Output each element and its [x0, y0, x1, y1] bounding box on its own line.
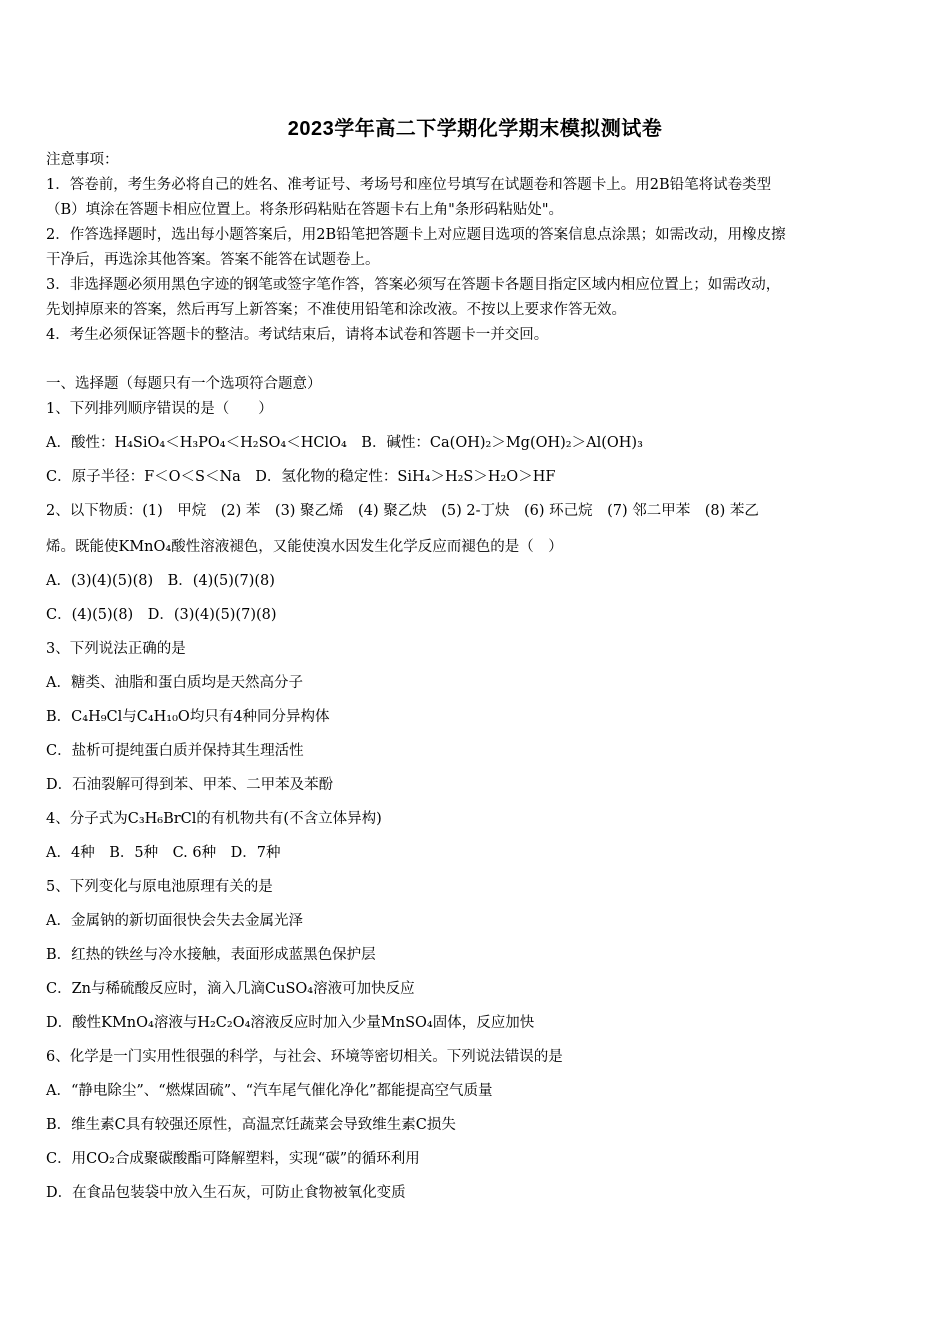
notice-line: 4．考生必须保证答题卡的整洁。考试结束后，请将本试卷和答题卡一并交回。 [46, 327, 549, 343]
question-6-option-a: A．“静电除尘”、“燃煤固硫”、“汽车尾气催化净化”都能提高空气质量 [46, 1083, 493, 1099]
question-5-option-c: C．Zn与稀硫酸反应时，滴入几滴CuSO₄溶液可加快反应 [46, 981, 415, 997]
question-6-stem: 6、化学是一门实用性很强的科学，与社会、环境等密切相关。下列说法错误的是 [46, 1049, 563, 1065]
question-2-options-cd: C．(4)(5)(8) D．(3)(4)(5)(7)(8) [46, 607, 277, 623]
question-3-option-a: A．糖类、油脂和蛋白质均是天然高分子 [46, 675, 303, 691]
question-2-stem-cont: 烯。既能使KMnO₄酸性溶液褪色，又能使溴水因发生化学反应而褪色的是（ ） [46, 539, 563, 555]
question-3-stem: 3、下列说法正确的是 [46, 641, 186, 657]
question-1-options-cd: C．原子半径：F＜O＜S＜Na D．氢化物的稳定性：SiH₄＞H₂S＞H₂O＞HF [46, 469, 556, 485]
question-6-option-b: B．维生素C具有较强还原性，高温烹饪蔬菜会导致维生素C损失 [46, 1117, 456, 1133]
question-1-options-ab: A．酸性：H₄SiO₄＜H₃PO₄＜H₂SO₄＜HClO₄ B．碱性：Ca(OH)₂＞Mg(OH)₂＞Al(OH)₃ [46, 435, 643, 451]
question-2-stem: 2、以下物质：(1) 甲烷 (2) 苯 (3) 聚乙烯 (4) 聚乙炔 (5) 2-丁炔 (6) 环己烷 (7) 邻二甲苯 (8) 苯乙 [46, 503, 759, 519]
notice-line: （B）填涂在答题卡相应位置上。将条形码粘贴在答题卡右上角"条形码粘贴处"。 [46, 202, 563, 218]
notice-line: 3．非选择题必须用黑色字迹的钢笔或签字笔作答，答案必须写在答题卡各题目指定区域内相应位置上；如需改动， [46, 277, 781, 293]
notice-line: 2．作答选择题时，选出每小题答案后，用2B铅笔把答题卡上对应题目选项的答案信息点涂黑；如需改动，用橡皮擦 [46, 227, 786, 243]
question-3-option-d: D．石油裂解可得到苯、甲苯、二甲苯及苯酚 [46, 777, 334, 793]
question-5-option-a: A．金属钠的新切面很快会失去金属光泽 [46, 913, 303, 929]
question-6-option-d: D．在食品包装袋中放入生石灰，可防止食物被氧化变质 [46, 1185, 406, 1201]
question-5-stem: 5、下列变化与原电池原理有关的是 [46, 879, 273, 895]
page-title: 2023学年高二下学期化学期末模拟测试卷 [287, 118, 663, 140]
question-3-option-c: C．盐析可提纯蛋白质并保持其生理活性 [46, 743, 304, 759]
question-2-options-ab: A．(3)(4)(5)(8) B．(4)(5)(7)(8) [46, 573, 275, 589]
notice-heading: 注意事项： [46, 152, 119, 168]
section-heading: 一、选择题（每题只有一个选项符合题意） [46, 376, 322, 392]
question-6-option-c: C．用CO₂合成聚碳酸酯可降解塑料，实现“碳”的循环利用 [46, 1151, 420, 1167]
notice-line: 先划掉原来的答案，然后再写上新答案；不准使用铅笔和涂改液。不按以上要求作答无效。 [46, 302, 626, 318]
question-5-option-d: D．酸性KMnO₄溶液与H₂C₂O₄溶液反应时加入少量MnSO₄固体，反应加快 [46, 1015, 535, 1031]
notice-line: 干净后，再选涂其他答案。答案不能答在试题卷上。 [46, 252, 380, 268]
notice-line: 1．答卷前，考生务必将自己的姓名、准考证号、考场号和座位号填写在试题卷和答题卡上。用2B铅笔将试卷类型 [46, 177, 772, 193]
question-5-option-b: B．红热的铁丝与冷水接触，表面形成蓝黑色保护层 [46, 947, 376, 963]
question-4-stem: 4、分子式为C₃H₆BrCl的有机物共有(不含立体异构) [46, 811, 382, 827]
question-3-option-b: B．C₄H₉Cl与C₄H₁₀O均只有4种同分异构体 [46, 709, 330, 725]
question-4-options: A．4种 B．5种 C. 6种 D．7种 [46, 845, 281, 861]
question-1-stem: 1、下列排列顺序错误的是（ ） [46, 401, 273, 417]
